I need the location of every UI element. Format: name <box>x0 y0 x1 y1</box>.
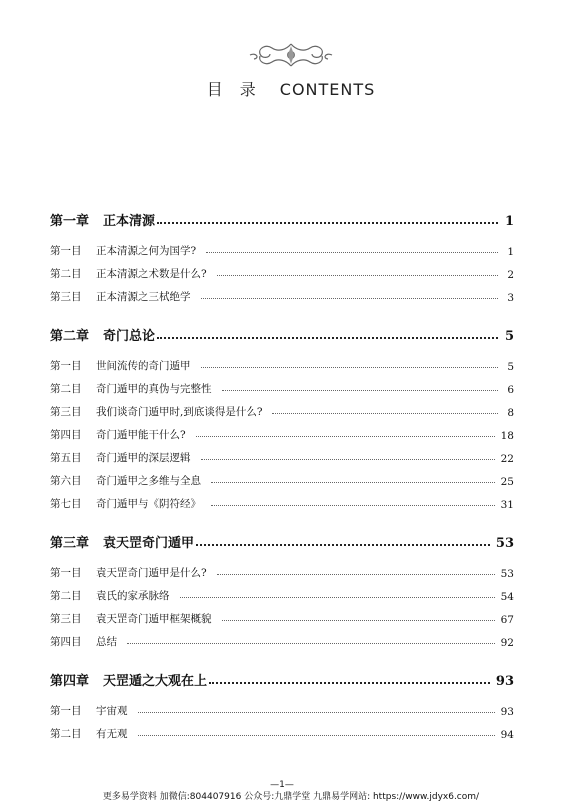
section-number: 第四目 <box>50 636 82 648</box>
dot-leader <box>217 574 495 575</box>
toc-section-row[interactable] <box>50 350 514 373</box>
section-page: 94 <box>500 729 514 741</box>
toc-section-row[interactable] <box>50 281 514 304</box>
section-title: 正本清源之术数是什么? <box>96 268 207 280</box>
chapter-number: 第二章 <box>50 329 90 344</box>
chapter-page: 1 <box>504 214 514 229</box>
section-number: 第四目 <box>50 429 82 441</box>
section-page: 3 <box>507 292 514 304</box>
section-number: 第一目 <box>50 245 82 257</box>
table-of-contents <box>50 203 514 741</box>
toc-section-row[interactable] <box>50 557 514 580</box>
chapter-page: 5 <box>504 329 514 344</box>
section-title: 有无观 <box>96 728 128 740</box>
section-page: 25 <box>500 476 514 488</box>
chapter-number: 第四章 <box>50 674 90 689</box>
toc-section-row[interactable] <box>50 419 514 442</box>
title-cn: 目 录 <box>206 80 262 99</box>
chapter-spacer <box>50 511 514 525</box>
section-title: 世间流传的奇门遁甲 <box>96 360 191 372</box>
chapter-page: 53 <box>495 536 514 551</box>
dot-leader <box>157 337 498 339</box>
toc-section-row[interactable] <box>50 442 514 465</box>
section-title: 袁天罡奇门遁甲框架概貌 <box>96 613 212 625</box>
section-number: 第二目 <box>50 268 82 280</box>
dot-leader <box>222 620 495 621</box>
dot-leader <box>196 436 495 437</box>
dot-leader <box>206 252 498 253</box>
decorative-ornament <box>246 40 336 70</box>
section-page: 6 <box>507 384 514 396</box>
page-number: —1— <box>270 780 294 790</box>
section-title: 奇门遁甲与《阴符经》 <box>96 498 201 510</box>
toc-chapter-row[interactable] <box>50 203 514 229</box>
dot-leader <box>157 222 498 224</box>
dot-leader <box>138 735 495 736</box>
section-title: 奇门遁甲能干什么? <box>96 429 186 441</box>
dot-leader <box>211 482 495 483</box>
section-title: 奇门遁甲之多维与全息 <box>96 475 201 487</box>
section-title: 宇宙观 <box>96 705 128 717</box>
toc-section-row[interactable] <box>50 626 514 649</box>
section-number: 第七目 <box>50 498 82 510</box>
dot-leader <box>127 643 495 644</box>
section-page: 92 <box>500 637 514 649</box>
chapter-number: 第一章 <box>50 214 90 229</box>
toc-section-row[interactable] <box>50 718 514 741</box>
chapter-number: 第三章 <box>50 536 90 551</box>
title-en: CONTENTS <box>279 80 376 99</box>
chapter-title: 袁天罡奇门遁甲 <box>103 536 195 551</box>
section-number: 第一目 <box>50 705 82 717</box>
chapter-spacer <box>50 304 514 318</box>
section-title: 奇门遁甲的真伪与完整性 <box>96 383 212 395</box>
page-title <box>0 77 582 100</box>
toc-chapter-row[interactable] <box>50 525 514 551</box>
section-number: 第二目 <box>50 728 82 740</box>
section-number: 第三目 <box>50 613 82 625</box>
section-title: 总结 <box>96 636 117 648</box>
toc-section-row[interactable] <box>50 465 514 488</box>
section-page: 54 <box>500 591 514 603</box>
footer-note: 更多易学资料 加微信:804407916 公众号:九鼎学堂 九鼎易学网站: https://www.jdyx6.com/ <box>102 792 480 802</box>
toc-section-row[interactable] <box>50 258 514 281</box>
dot-leader <box>222 390 499 391</box>
section-number: 第五目 <box>50 452 82 464</box>
section-title: 正本清源之何为国学? <box>96 245 197 257</box>
dot-leader <box>180 597 495 598</box>
section-page: 93 <box>500 706 514 718</box>
chapter-title: 奇门总论 <box>103 329 156 344</box>
toc-section-row[interactable] <box>50 580 514 603</box>
section-page: 22 <box>500 453 514 465</box>
dot-leader <box>138 712 495 713</box>
section-page: 1 <box>507 246 514 258</box>
section-page: 2 <box>507 269 514 281</box>
toc-section-row[interactable] <box>50 603 514 626</box>
toc-section-row[interactable] <box>50 373 514 396</box>
toc-section-row[interactable] <box>50 396 514 419</box>
section-title: 袁天罡奇门遁甲是什么? <box>96 567 207 579</box>
section-page: 67 <box>500 614 514 626</box>
section-title: 奇门遁甲的深层逻辑 <box>96 452 191 464</box>
section-page: 8 <box>507 407 514 419</box>
section-title: 袁氏的家承脉络 <box>96 590 170 602</box>
dot-leader <box>201 459 495 460</box>
chapter-page: 93 <box>495 674 514 689</box>
section-page: 53 <box>500 568 514 580</box>
section-page: 18 <box>500 430 514 442</box>
section-number: 第三目 <box>50 291 82 303</box>
dot-leader <box>211 505 495 506</box>
section-title: 正本清源之三栻绝学 <box>96 291 191 303</box>
section-number: 第三目 <box>50 406 82 418</box>
section-number: 第二目 <box>50 383 82 395</box>
section-page: 5 <box>507 361 514 373</box>
dot-leader <box>272 413 498 414</box>
section-title: 我们谈奇门遁甲时,到底谈得是什么? <box>96 406 263 418</box>
section-page: 31 <box>500 499 514 511</box>
dot-leader <box>201 367 499 368</box>
dot-leader <box>196 544 490 546</box>
dot-leader <box>201 298 499 299</box>
section-number: 第二目 <box>50 590 82 602</box>
section-number: 第六目 <box>50 475 82 487</box>
toc-section-row[interactable] <box>50 488 514 511</box>
section-number: 第一目 <box>50 360 82 372</box>
toc-chapter-row[interactable] <box>50 663 514 689</box>
dot-leader <box>209 682 490 684</box>
toc-chapter-row[interactable] <box>50 318 514 344</box>
chapter-title: 正本清源 <box>103 214 156 229</box>
toc-section-row[interactable] <box>50 695 514 718</box>
chapter-title: 天罡遁之大观在上 <box>103 674 208 689</box>
toc-section-row[interactable] <box>50 235 514 258</box>
chapter-spacer <box>50 649 514 663</box>
section-number: 第一目 <box>50 567 82 579</box>
dot-leader <box>217 275 498 276</box>
